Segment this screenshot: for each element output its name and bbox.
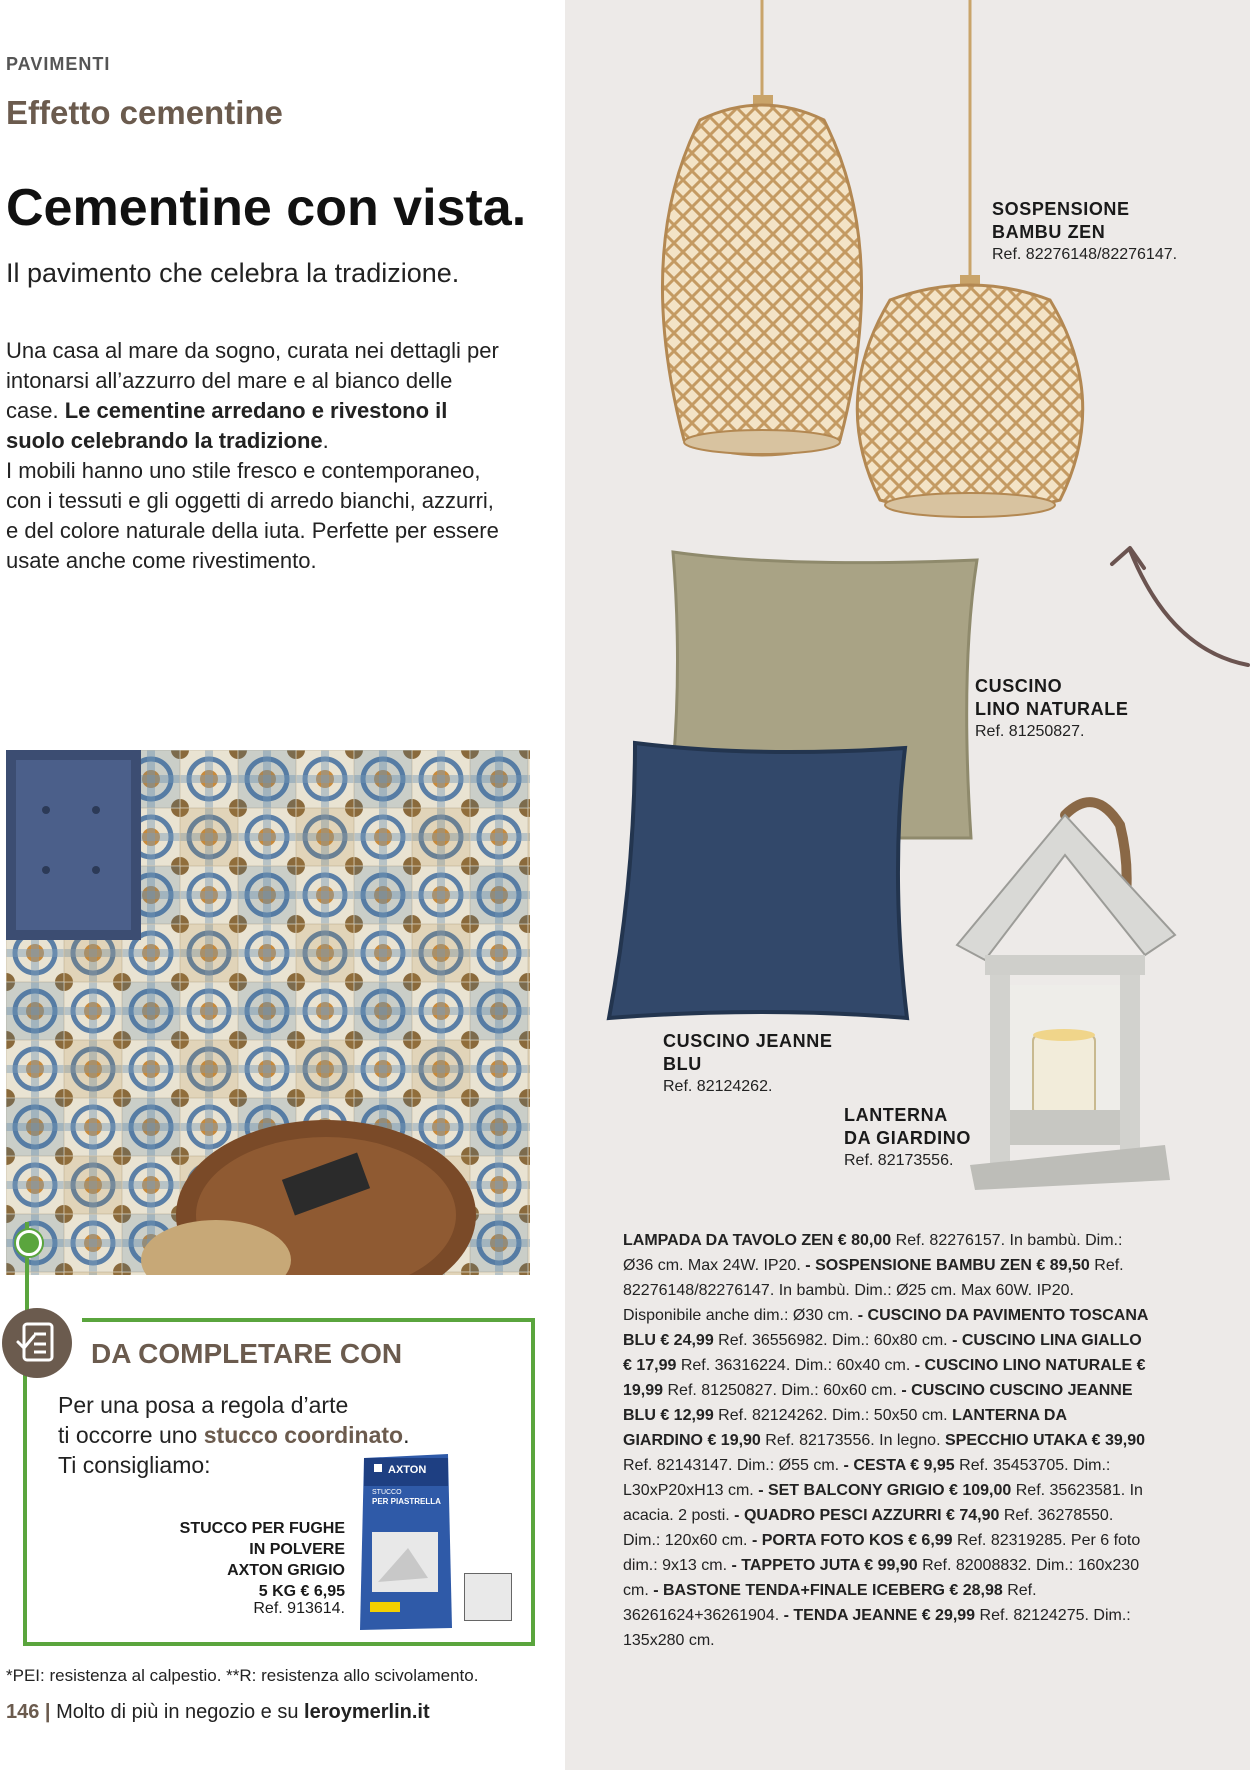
checklist-icon (2, 1308, 72, 1378)
complete-with-title: DA COMPLETARE CON (91, 1338, 403, 1369)
complete-with-line-1: Per una posa a regola d’arte (58, 1392, 349, 1418)
complete-with-line-3: Ti consigliamo: (58, 1452, 211, 1478)
spec-text: Ref. 36316224. Dim.: 60x40 cm. (676, 1357, 915, 1374)
stucco-name-1: STUCCO PER FUGHE (179, 1520, 345, 1537)
spec-text: Ref. 36261624+36261904. (623, 1582, 1037, 1624)
spec-bold: - CESTA € 9,95 (843, 1457, 955, 1474)
spec-text: Ref. 36278550. Dim.: 120x60 cm. (623, 1507, 1114, 1549)
spec-text: Ref. 36556982. Dim.: 60x80 cm. (713, 1332, 953, 1349)
cuscino-lino-ref: Ref. 81250827. (975, 723, 1085, 740)
cuscino-lino-label (975, 675, 1128, 741)
spec-text: Ref. 82319285. Per 6 foto dim.: 9x13 cm. (623, 1532, 1141, 1574)
lanterna-name-2: DA GIARDINO (844, 1128, 971, 1148)
stucco-name-2: IN POLVERE (249, 1541, 345, 1558)
cuscino-jeanne-ref: Ref. 82124262. (663, 1078, 773, 1095)
complete-with-box-top-border (82, 1318, 531, 1322)
spec-bold: - SET BALCONY GRIGIO € 109,00 (758, 1482, 1012, 1499)
spec-bold: - CUSCINO CUSCINO JEANNE BLU € 12,99 (623, 1382, 1133, 1424)
spec-text: Ref. 82124275. Dim.: 135x280 cm. (623, 1607, 1131, 1649)
footnote: *PEI: resistenza al calpestio. **R: resistenza allo scivolamento. (6, 1666, 479, 1685)
grey-color-swatch (464, 1573, 512, 1621)
intro-text: Una casa al mare da sogno, curata nei dettagli per intonarsi all’azzurro del mare e al bianco delle case. Le cementine arredano e rivestono il suolo celebrando la tradizione. I mobili hanno uno stile fresco e contemporaneo, con i tessuti e gli oggetti di arredo bianchi, azzurri, e del colore naturale della iuta. Perfette per essere usate anche come rivestimento. (6, 338, 499, 573)
spec-text: Ref. 82143147. Dim.: Ø55 cm. (623, 1457, 844, 1474)
lanterna-ref: Ref. 82173556. (844, 1152, 954, 1169)
cement-tile-floor-photo (6, 750, 530, 1275)
spec-text: Ref. 35453705. Dim.: L30xP20xH13 cm. (623, 1457, 1111, 1499)
cuscino-lino-name-2: LINO NATURALE (975, 699, 1129, 719)
spec-bold: - QUADRO PESCI AZZURRI € 74,90 (734, 1507, 1000, 1524)
sospensione-label (992, 198, 1177, 264)
bag-line-1: STUCCO (372, 1489, 402, 1496)
spec-bold: - PORTA FOTO KOS € 6,99 (751, 1532, 953, 1549)
lanterna-label (844, 1104, 971, 1170)
bamboo-pendant-lamps-photo (620, 0, 1120, 530)
complete-with-line-2 (58, 1420, 438, 1450)
spec-text: Ref. 81250827. Dim.: 60x60 cm. (663, 1382, 902, 1399)
product-specs (623, 1228, 1148, 1653)
page-title: Cementine con vista. (6, 179, 527, 237)
spec-text: Ref. 82124262. Dim.: 50x50 cm. (713, 1407, 953, 1424)
spec-text: Ref. 82173556. In legno. (760, 1432, 945, 1449)
cushions-photo (605, 548, 985, 1028)
stucco-ref: Ref. 913614. (253, 1600, 345, 1617)
spec-bold: LANTERNA DA GIARDINO € 19,90 (623, 1407, 1067, 1449)
subsection-title: Effetto cementine (6, 94, 283, 131)
spec-bold: - BASTONE TENDA+FINALE ICEBERG € 28,98 (653, 1582, 1003, 1599)
footer (6, 1701, 430, 1724)
spec-bold: SPECCHIO UTAKA € 39,90 (944, 1432, 1146, 1449)
sospensione-name-1: SOSPENSIONE (992, 199, 1130, 219)
sospensione-ref: Ref. 82276148/82276147. (992, 246, 1178, 263)
bag-line-2: PER PIASTRELLA (372, 1497, 441, 1506)
lanterna-name-1: LANTERNA (844, 1105, 948, 1125)
cuscino-lino-name-1: CUSCINO (975, 676, 1063, 696)
spec-bold: LAMPADA DA TAVOLO ZEN € 80,00 (623, 1232, 892, 1249)
footer-text: Molto di più in negozio e su (50, 1701, 305, 1723)
spec-text: Ref. 82276148/82276147. In bambù. Dim.: Ø25 cm. Max 60W. IP20. Disponibile anche dim.: Ø30 cm. (623, 1257, 1124, 1324)
cuscino-jeanne-name-1: CUSCINO JEANNE (663, 1031, 833, 1051)
intro-paragraph-1-bold: Le cementine arredano e rivestono il suolo celebrando la tradizione (6, 398, 448, 453)
garden-lantern-photo (955, 795, 1180, 1195)
stucco-price: 5 KG € 6,95 (258, 1583, 345, 1600)
spec-bold: - SOSPENSIONE BAMBU ZEN € 89,50 (805, 1257, 1090, 1274)
spec-bold: - CUSCINO LINA GIALLO € 17,99 (623, 1332, 1142, 1374)
spec-text: Ref. 35623581. In acacia. 2 posti. (623, 1482, 1143, 1524)
spec-text: Ref. 82276157. In bambù. Dim.: Ø36 cm. Max 24W. IP20. (623, 1232, 1123, 1274)
spec-bold: - TAPPETO JUTA € 99,90 (731, 1557, 918, 1574)
complete-with-line-2-post: . (403, 1422, 410, 1448)
bag-brand: AXTON (388, 1464, 427, 1476)
stucco-product-label (160, 1518, 345, 1602)
page-number: 146 | (6, 1701, 51, 1723)
spec-text: Ref. 82008832. Dim.: 160x230 cm. (623, 1557, 1140, 1599)
sospensione-name-2: BAMBU ZEN (992, 222, 1106, 242)
cuscino-jeanne-name-2: BLU (663, 1054, 702, 1074)
curved-arrow-icon (1100, 540, 1250, 670)
grout-bag-image (358, 1452, 454, 1632)
complete-with-line-2-pre: ti occorre uno (58, 1422, 204, 1448)
cuscino-jeanne-label (663, 1030, 832, 1096)
spec-bold: - CUSCINO DA PAVIMENTO TOSCANA BLU € 24,99 (623, 1307, 1148, 1349)
intro-paragraph-2: I mobili hanno uno stile fresco e contemporaneo, con i tessuti e gli oggetti di arredo bianchi, azzurri, e del colore naturale della iuta. Perfette per essere usate anche come rivestimento. (6, 458, 499, 573)
page-subtitle: Il pavimento che celebra la tradizione. (6, 258, 460, 288)
stucco-name-3: AXTON GRIGIO (227, 1562, 345, 1579)
box-connector-dot (16, 1230, 42, 1256)
spec-bold: - TENDA JEANNE € 29,99 (783, 1607, 976, 1624)
complete-with-line-2-bold: stucco coordinato (203, 1422, 404, 1448)
footer-site-link[interactable]: leroymerlin.it (304, 1701, 430, 1723)
section-label: PAVIMENTI (6, 54, 111, 74)
spec-bold: - CUSCINO LINO NATURALE € 19,99 (623, 1357, 1146, 1399)
intro-paragraph-1: Una casa al mare da sogno, curata nei dettagli per intonarsi all’azzurro del mare e al bianco delle case. (6, 338, 499, 423)
